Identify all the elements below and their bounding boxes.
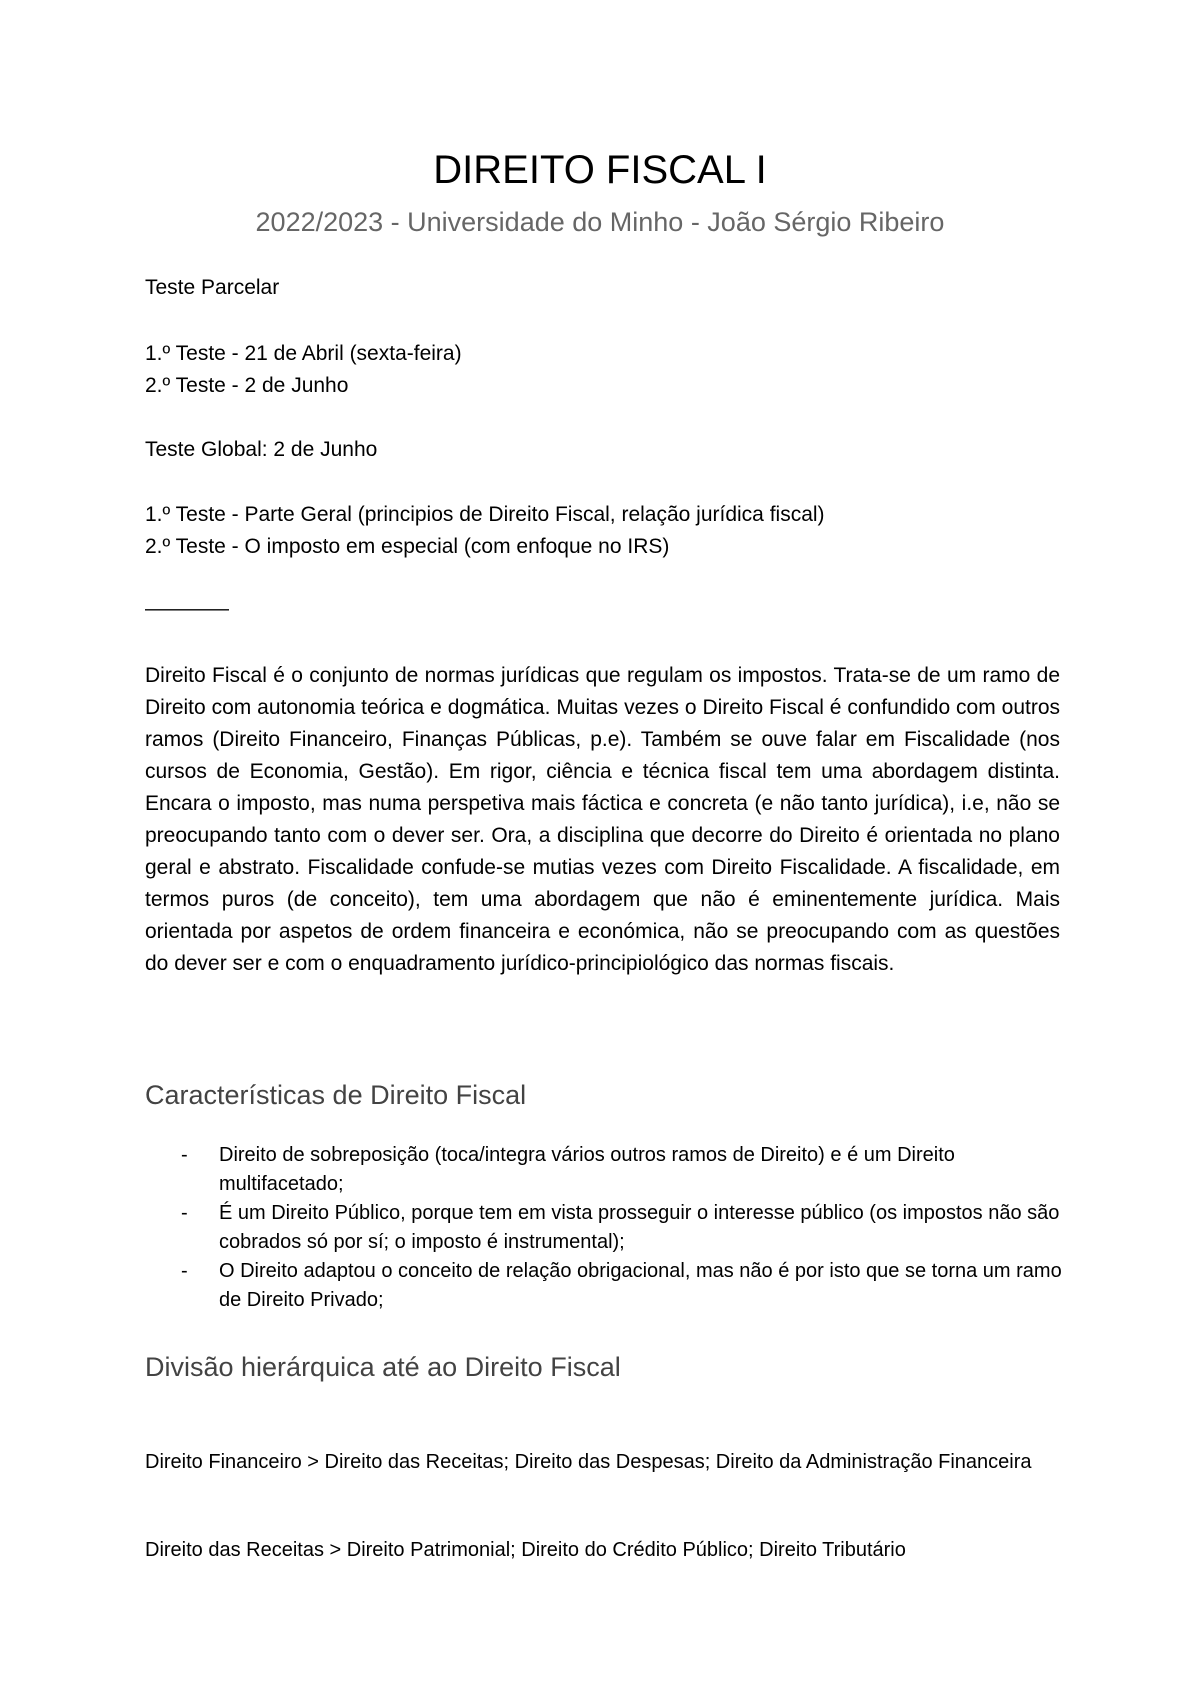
separator-line: ———— [145, 597, 229, 620]
document-title: DIREITO FISCAL I [433, 148, 767, 192]
document-subtitle: 2022/2023 - Universidade do Minho - João Sérgio Ribeiro [255, 207, 945, 237]
list-item-text: Direito de sobreposição (toca/integra vários outros ramos de Direito) e é um Direito multifacetado; [219, 1144, 955, 1195]
hierarchy-text-receitas: Direito das Receitas > Direito Patrimonial; Direito do Crédito Público; Direito Tributário [145, 1539, 906, 1561]
list-item-text: É um Direito Público, porque tem em vista prosseguir o interesse público (os impostos não são cobrados só por sí; o imposto é instrumental); [219, 1202, 1060, 1253]
text-line-first-test-content: 1.º Teste - Parte Geral (principios de Direito Fiscal, relação jurídica fiscal) [145, 503, 825, 526]
section-heading-divisao: Divisão hierárquica até ao Direito Fiscal [145, 1352, 621, 1382]
bullet-dash: - [181, 1202, 188, 1224]
list-item-text: O Direito adaptou o conceito de relação obrigacional, mas não é por isto que se torna um ramo de Direito Privado; [219, 1260, 1062, 1311]
list-item [145, 1257, 1075, 1315]
list-item [145, 1141, 1075, 1199]
list-item [145, 1199, 1075, 1257]
bullet-dash: - [181, 1260, 188, 1282]
bullet-dash: - [181, 1144, 188, 1166]
characteristics-list [145, 1141, 1075, 1315]
text-line-global-test: Teste Global: 2 de Junho [145, 438, 378, 461]
text-line-second-test-date: 2.º Teste - 2 de Junho [145, 374, 349, 397]
hierarchy-text-financeiro: Direito Financeiro > Direito das Receitas; Direito das Despesas; Direito da Administração Financeira [145, 1451, 1032, 1473]
section-heading-caracteristicas: Características de Direito Fiscal [145, 1080, 527, 1110]
text-line-teste-parcelar: Teste Parcelar [145, 276, 280, 299]
text-line-second-test-content: 2.º Teste - O imposto em especial (com enfoque no IRS) [145, 535, 670, 558]
intro-paragraph: Direito Fiscal é o conjunto de normas jurídicas que regulam os impostos. Trata-se de um ramo de Direito com autonomia teórica e dogmática. Muitas vezes o Direito Fiscal é confundido com outros ramos (Direito Financeiro, Finanças Públicas, p.e). Também se ouve falar em Fiscalidade (nos cursos de Economia, Gestão). Em rigor, ciência e técnica fiscal tem uma abordagem distinta. Encara o imposto, mas numa perspetiva mais fáctica e concreta (e não tanto jurídica), i.e, não se preocupando tanto com o dever ser. Ora, a disciplina que decorre do Direito é orientada no plano geral e abstrato. Fiscalidade confude-se mutias vezes com Direito Fiscalidade. A fiscalidade, em termos puros (de conceito), tem uma abordagem que não é eminentemente jurídica. Mais orientada por aspetos de ordem financeira e económica, não se preocupando com as questões do dever ser e com o enquadramento jurídico-principiológico das normas fiscais. [145, 664, 1060, 975]
text-line-first-test-date: 1.º Teste - 21 de Abril (sexta-feira) [145, 342, 462, 365]
